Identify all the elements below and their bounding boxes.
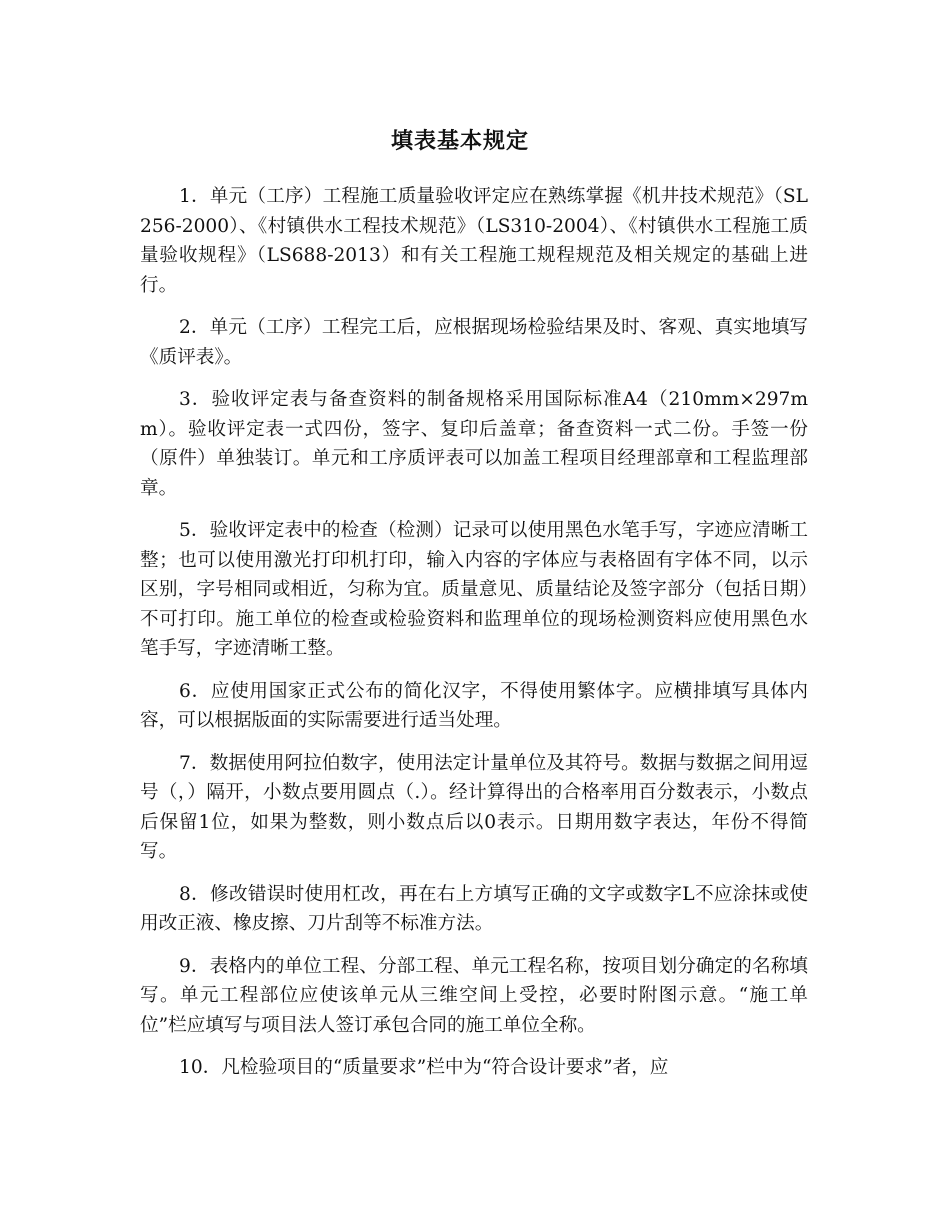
paragraph-6: 6．应使用国家正式公布的简化汉字，不得使用繁体字。应横排填写具体内容，可以根据版面的实际需要进行适当处理。 [140,680,808,731]
paragraph-9: 9．表格内的单位工程、分部工程、单元工程名称，按项目划分确定的名称填写。单元工程部位应使该单元从三维空间上受控，必要时附图示意。“施工单位”栏应填写与项目法人签订承包合同的施工单位全称。 [140,955,808,1036]
paragraph-1: 1．单元（工序）工程施工质量验收评定应在熟练掌握《机井技术规范》（SL256-2000）、《村镇供水工程技术规范》（LS310-2004）、《村镇供水工程施工质量验收规程》（LS688-2013）和有关工程施工规程规范及相关规定的基础上进行。 [140,186,808,296]
paragraph-2: 2．单元（工序）工程完工后，应根据现场检验结果及时、客观、真实地填写《质评表》。 [140,317,808,368]
paragraph-3: 3．验收评定表与备查资料的制备规格采用国际标准A4（210mm×297mm）。验收评定表一式四份，签字、复印后盖章；备查资料一式二份。手签一份（原件）单独装订。单元和工序质评表可以加盖工程项目经理部章和工程监理部章。 [140,389,808,499]
document-body [140,182,808,1096]
paragraph-8: 8．修改错误时使用杠改，再在右上方填写正确的文字或数字L不应涂抹或使用改正液、橡皮擦、刀片刮等不标准方法。 [140,883,808,934]
paragraph-10: 10．凡检验项目的“质量要求”栏中为“符合设计要求”者，应 [179,1057,669,1078]
paragraph-7: 7．数据使用阿拉伯数字，使用法定计量单位及其符号。数据与数据之间用逗号（，）隔开，小数点要用圆点（.）。经计算得出的合格率用百分数表示，小数点后保留1位，如果为整数，则小数点后以0表示。日期用数字表达，年份不得简写。 [140,752,808,862]
paragraph-5: 5．验收评定表中的检查（检测）记录可以使用黑色水笔手写，字迹应清晰工整；也可以使用激光打印机打印，输入内容的字体应与表格固有字体不同，以示区别，字号相同或相近，匀称为宜。质量意见、质量结论及签字部分（包括日期）不可打印。施工单位的检查或检验资料和监理单位的现场检测资料应使用黑色水笔手写，字迹清晰工整。 [140,520,808,659]
page-title: 填表基本规定 [390,128,529,154]
